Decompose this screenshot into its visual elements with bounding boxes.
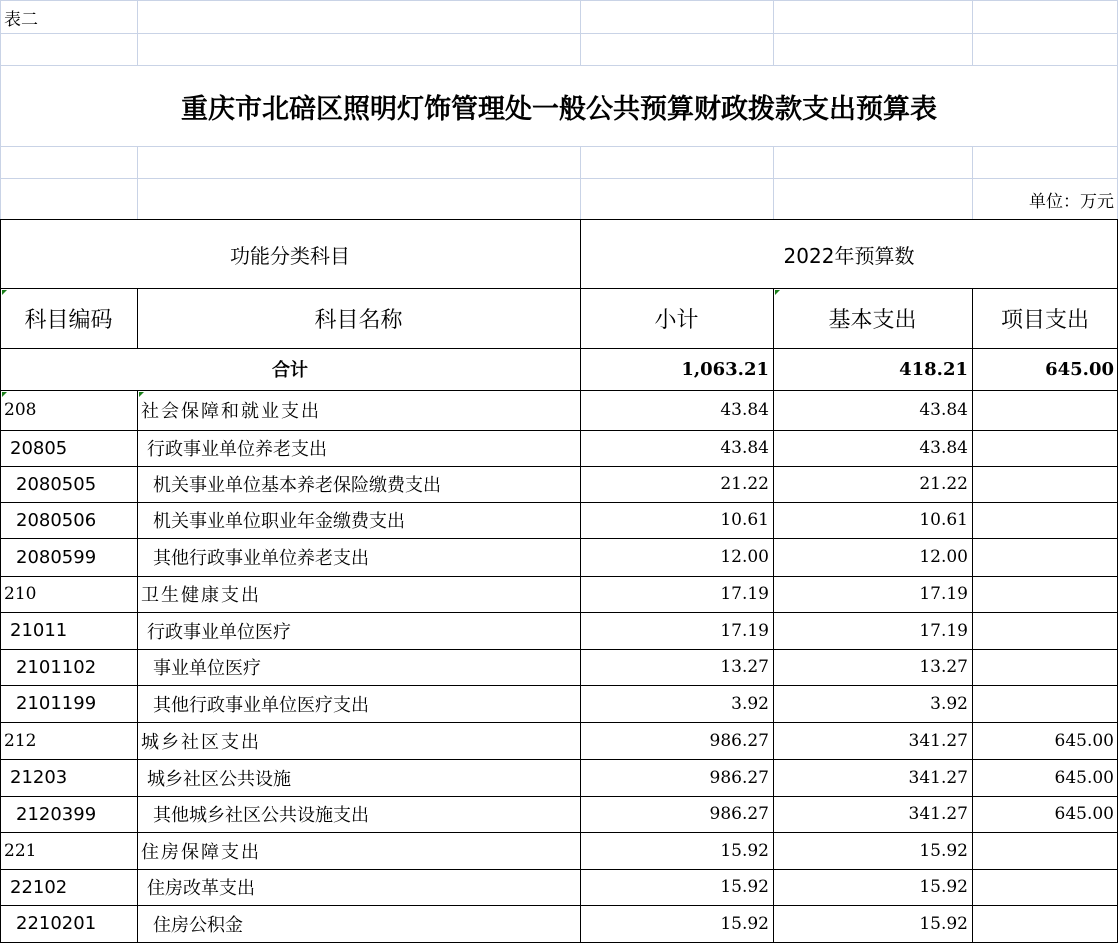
row-project: 645.00 [1054,767,1114,788]
total-basic: 418.21 [899,358,968,380]
row-project [972,502,1118,538]
header-subtotal: 小计 [654,307,699,333]
row-subtotal: 3.92 [731,693,769,714]
row-name: 卫生健康支出 [141,585,261,606]
row-subtotal: 986.27 [709,767,769,788]
row-project [972,576,1118,612]
row-name: 住房改革支出 [147,878,255,899]
row-name: 社会保障和就业支出 [141,401,321,422]
gridline-v [773,146,774,219]
row-project [972,466,1118,502]
gridline-h [0,33,1118,34]
row-name: 其他行政事业单位养老支出 [153,548,369,569]
corner-label: 表二 [4,9,38,30]
row-project: 645.00 [1054,804,1114,824]
row-basic: 17.19 [919,620,968,641]
row-code: 2080506 [16,509,97,531]
row-basic: 341.27 [908,730,968,751]
gridline-v [972,0,973,65]
gridline-v [137,146,138,219]
row-basic: 3.92 [930,693,968,714]
row-basic: 43.84 [919,400,968,420]
row-project [972,430,1118,466]
header-budget-year: 2022年预算数 [783,243,915,268]
row-project [972,832,1118,869]
row-basic: 10.61 [919,510,968,530]
row-basic: 341.27 [908,767,968,788]
row-code: 2080599 [16,546,97,568]
row-project [972,612,1118,649]
row-name: 城乡社区公共设施 [147,768,291,790]
row-basic: 13.27 [919,657,968,677]
row-name: 城乡社区支出 [141,731,261,753]
page-title: 重庆市北碚区照明灯饰管理处一般公共预算财政拨款支出预算表 [181,93,937,125]
total-subtotal: 1,063.21 [681,358,769,380]
row-project [972,390,1118,430]
gridline-v [137,0,138,65]
row-code: 208 [4,400,37,420]
gridline-v [580,0,581,65]
row-basic: 17.19 [919,584,968,604]
row-project [972,685,1118,722]
row-basic: 15.92 [919,840,968,861]
row-code: 2101102 [16,656,97,678]
row-project: 645.00 [1054,730,1114,751]
row-code: 210 [4,584,37,604]
row-code: 2210201 [16,913,97,934]
row-name: 事业单位医疗 [153,658,261,679]
row-name: 其他城乡社区公共设施支出 [153,805,369,826]
row-subtotal: 43.84 [720,438,769,458]
total-project: 645.00 [1045,358,1114,380]
row-subtotal: 43.84 [720,400,769,420]
row-code: 21011 [10,620,68,641]
unit-label: 单位：万元 [1029,191,1114,212]
gridline-v [0,146,1,219]
row-subtotal: 17.19 [720,620,769,641]
row-subtotal: 21.22 [720,474,769,494]
row-project [972,869,1118,905]
row-name: 住房保障支出 [141,841,261,863]
header-func-category: 功能分类科目 [230,243,350,268]
row-subtotal: 12.00 [720,547,769,567]
row-subtotal: 10.61 [720,510,769,530]
row-name: 其他行政事业单位医疗支出 [153,694,369,716]
row-subtotal: 986.27 [709,804,769,824]
row-basic: 21.22 [919,474,968,494]
row-code: 221 [4,840,37,861]
row-basic: 12.00 [919,547,968,567]
row-code: 22102 [10,876,68,898]
gridline-h [0,146,1118,147]
header-basic: 基本支出 [828,307,917,333]
row-basic: 15.92 [919,913,968,934]
row-subtotal: 17.19 [720,584,769,604]
row-basic: 341.27 [908,804,968,824]
row-project [972,649,1118,685]
header-project: 项目支出 [1000,307,1089,333]
row-project [972,538,1118,576]
row-subtotal: 15.92 [720,877,769,897]
gridline-v [580,146,581,219]
gridline-v [773,0,774,65]
row-name: 行政事业单位医疗 [147,621,291,643]
row-code: 2101199 [16,693,97,714]
header-code: 科目编码 [24,307,113,333]
row-subtotal: 15.92 [720,840,769,861]
row-code: 20805 [10,437,68,459]
gridline-h [0,178,1118,179]
gridline-h [0,0,1118,1]
row-basic: 43.84 [919,438,968,458]
row-subtotal: 986.27 [709,730,769,751]
row-code: 212 [4,730,37,751]
row-project [972,905,1118,942]
row-code: 21203 [10,767,68,788]
row-name: 住房公积金 [153,914,243,936]
total-label: 合计 [272,360,308,381]
row-subtotal: 13.27 [720,657,769,677]
row-name: 机关事业单位基本养老保险缴费支出 [153,475,441,496]
row-basic: 15.92 [919,877,968,897]
row-code: 2080505 [16,473,97,495]
gridline-v [0,0,1,65]
row-name: 机关事业单位职业年金缴费支出 [153,511,405,532]
row-subtotal: 15.92 [720,913,769,934]
row-name: 行政事业单位养老支出 [147,439,327,460]
row-code: 2120399 [16,803,97,825]
header-name: 科目名称 [314,307,403,333]
